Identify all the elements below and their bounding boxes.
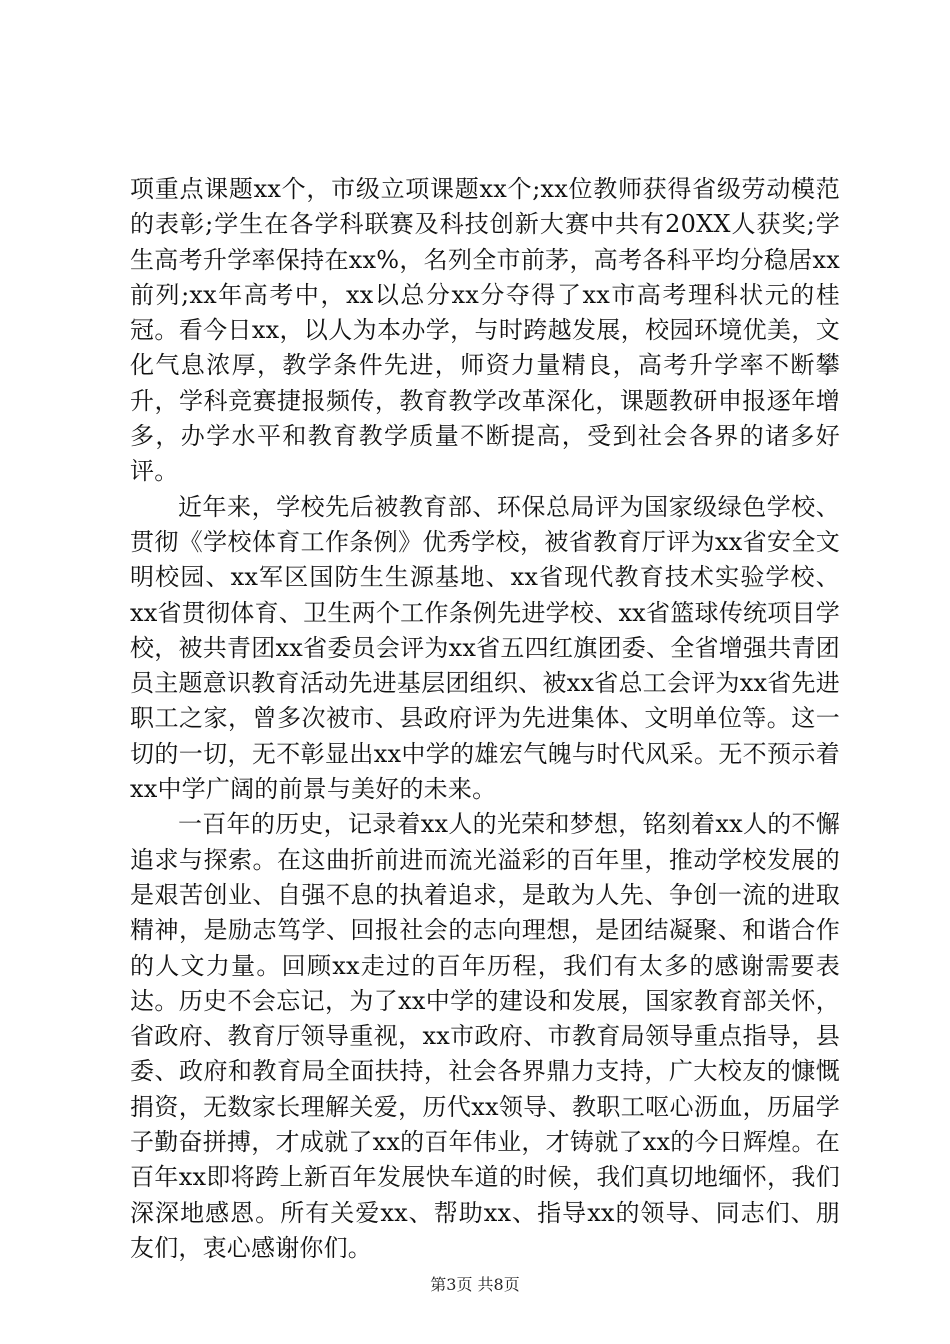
document-body [130,172,840,1266]
page-number-footer: 第3页 共8页 [430,1275,520,1294]
paragraph-3: 一百年的历史，记录着xx人的光荣和梦想，铭刻着xx人的不懈追求与探索。在这曲折前进而流光溢彩的百年里，推动学校发展的是艰苦创业、自强不息的执着追求，是敢为人先、争创一流的进取精神，是励志笃学、回报社会的志向理想，是团结凝聚、和谐合作的人文力量。回顾xx走过的百年历程，我们有太多的感谢需要表达。历史不会忘记，为了xx中学的建设和发展，国家教育部关怀，省政府、教育厅领导重视，xx市政府、市教育局领导重点指导，县委、政府和教育局全面扶持，社会各界鼎力支持，广大校友的慷慨捐资，无数家长理解关爱，历代xx领导、教职工呕心沥血，历届学子勤奋拼搏，才成就了xx的百年伟业，才铸就了xx的今日辉煌。在百年xx即将跨上新百年发展快车道的时候，我们真切地缅怀，我们深深地感恩。所有关爱xx、帮助xx、指导xx的领导、同志们、朋友们，衷心感谢你们。 [130,810,840,1262]
paragraph-1: 项重点课题xx个，市级立项课题xx个;xx位教师获得省级劳动模范的表彰;学生在各学科联赛及科技创新大赛中共有20XX人获奖;学生高考升学率保持在xx%，名列全市前茅，高考各科平均分稳居xx前列;xx年高考中，xx以总分xx分夺得了xx市高考理科状元的桂冠。看今日xx，以人为本办学，与时跨越发展，校园环境优美，文化气息浓厚，教学条件先进，师资力量精良，高考升学率不断攀升，学科竞赛捷报频传，教育教学改革深化，课题教研申报逐年增多，办学水平和教育教学质量不断提高，受到社会各界的诸多好评。 [130,175,840,486]
paragraph-2: 近年来，学校先后被教育部、环保总局评为国家级绿色学校、贯彻《学校体育工作条例》优秀学校，被省教育厅评为xx省安全文明校园、xx军区国防生生源基地、xx省现代教育技术实验学校、xx省贯彻体育、卫生两个工作条例先进学校、xx省篮球传统项目学校，被共青团xx省委员会评为xx省五四红旗团委、全省增强共青团员主题意识教育活动先进基层团组织、被xx省总工会评为xx省先进职工之家，曾多次被市、县政府评为先进集体、文明单位等。这一切的一切，无不彰显出xx中学的雄宏气魄与时代风采。无不预示着xx中学广阔的前景与美好的未来。 [130,492,840,804]
